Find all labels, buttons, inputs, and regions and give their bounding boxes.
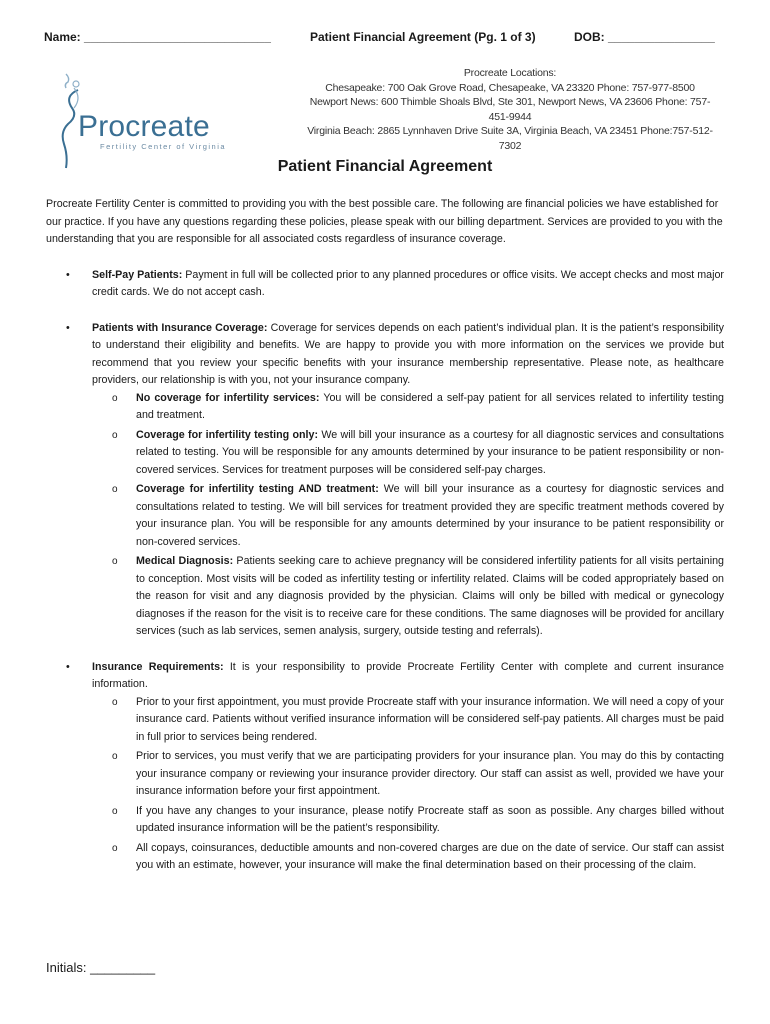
item-text: Prior to services, you must verify that we are participating providers for your insurance plan. You may do this by contacting your insurance company or reviewing your insurance provider directory. Our staff can assist as well, provided we have your insurance information before your first appointment. <box>136 750 724 797</box>
sub-bullet-marker: o <box>112 556 118 567</box>
section-label: Self-Pay Patients: <box>92 268 183 281</box>
list-item <box>92 390 724 425</box>
sub-bullet-marker: o <box>112 751 118 762</box>
document-title: Patient Financial Agreement <box>277 158 493 175</box>
bullet-marker: • <box>66 268 70 281</box>
intro-paragraph: Procreate Fertility Center is committed to providing you with the best possible care. The following are financial policies we have established for our practice. If you have any questions regarding these policies, please speak with our billing department. Services are provided to you with the understanding that you are responsible for all associated costs regardless of insurance coverage. <box>46 198 723 245</box>
document-body <box>46 196 724 893</box>
sub-bullet-marker: o <box>112 392 118 404</box>
item-text: We will bill your insurance as a courtesy for all diagnostic services and consultations related to testing. You will be responsible for any amounts determined by your insurance to be patient responsibility or non-covered services. Services for treatment purposes will be considered self-pay charges. <box>136 428 724 476</box>
dob-field-label[interactable]: DOB: ________________ <box>574 30 715 44</box>
item-text: Patients seeking care to achieve pregnancy will be considered infertility patients for all visits pertaining to conception. Most visits will be coded as infertility testing or infertility related. Claims will be coded appropriately based on the reason for visit and any diagnosis provided by the physician. Claims will only be billed with medical or gynecology diagnoses if the reason for the visit is to receive care for these conditions. The same diagnoses will be provided for ancillary services (such as lab services, semen analysis, surgery, outside testing and referrals). <box>136 555 724 637</box>
item-text: If you have any changes to your insurance, please notify Procreate staff as soon as possible. Any charges billed without updated insurance information will be the patient’s responsibility. <box>136 804 724 834</box>
item-label: Medical Diagnosis: <box>136 555 234 567</box>
logo-tagline: Fertility Center of Virginia <box>100 142 227 151</box>
list-item <box>92 803 724 838</box>
sub-bullet-marker: o <box>112 805 118 817</box>
section-text: Payment in full will be collected prior to any planned procedures or office visits. We accept checks and most major credit cards. We do not accept cash. <box>92 268 724 298</box>
locations-block <box>300 66 720 153</box>
list-item <box>92 694 724 747</box>
section-insurance-coverage <box>46 320 724 641</box>
list-item <box>92 840 724 875</box>
name-field-label[interactable]: Name: ____________________________ <box>44 30 271 44</box>
item-label: Coverage for infertility testing only: <box>136 428 319 441</box>
item-label: Coverage for infertility testing AND treatment: <box>136 483 379 495</box>
section-text: It is your responsibility to provide Procreate Fertility Center with complete and current insurance information. <box>92 660 724 690</box>
list-item <box>92 748 724 801</box>
sub-bullet-marker: o <box>112 842 118 854</box>
logo-wordmark: Procreate <box>78 110 210 143</box>
section-label: Insurance Requirements: <box>92 660 224 673</box>
sub-bullet-marker: o <box>112 696 118 708</box>
header-title: Patient Financial Agreement (Pg. 1 of 3) <box>310 30 536 44</box>
bullet-marker: • <box>66 660 70 673</box>
item-text: You will be considered a self-pay patient for all services related to infertility testing and treatment. <box>136 391 724 421</box>
sub-bullet-marker: o <box>112 484 118 495</box>
location-line: Newport News: 600 Thimble Shoals Blvd, Ste 301, Newport News, VA 23606 Phone: 757-451-9944 <box>309 96 711 123</box>
procreate-logo <box>56 68 246 168</box>
section-insurance-requirements <box>46 659 724 875</box>
location-line: Chesapeake: 700 Oak Grove Road, Chesapeake, VA 23320 Phone: 757-977-8500 <box>325 81 695 94</box>
section-text: Coverage for services depends on each patient’s individual plan. It is the patient’s responsibility to understand their eligibility and benefits. We are happy to provide you with more information on the services we provide but recommend that you review your specific benefits with your insurance membership representative. Please note, as healthcare providers, our relationship is with you, not your insurance company. <box>92 321 724 386</box>
item-text: We will bill your insurance as a courtesy for diagnostic services and consultations related to testing. We will bill services for treatment provided they are specific treatment methods covered by your insurance plan. You will be responsible for any amounts determined by your insurance to be patient responsibility or non-covered services. <box>136 483 724 548</box>
list-item <box>92 553 724 641</box>
item-text: All copays, coinsurances, deductible amounts and non-covered charges are due on the date of service. Our staff can assist you with an estimate, however, your insurance will make the final determination based on their processing of the claim. <box>136 841 724 871</box>
location-line: Virginia Beach: 2865 Lynnhaven Drive Suite 3A, Virginia Beach, VA 23451 Phone:757-512-7302 <box>307 125 713 152</box>
section-self-pay <box>46 267 724 302</box>
locations-heading: Procreate Locations: <box>463 67 557 79</box>
item-text: Prior to your first appointment, you must provide Procreate staff with your insurance information. We will need a copy of your insurance card. Patients without verified insurance information will be considered self-pay patients. All charges must be paid in full prior to services being rendered. <box>136 695 724 743</box>
list-item <box>92 427 724 480</box>
section-label: Patients with Insurance Coverage: <box>92 321 268 334</box>
list-item <box>92 481 724 551</box>
initials-field[interactable]: Initials: _________ <box>46 960 156 975</box>
bullet-marker: • <box>66 321 70 334</box>
item-label: No coverage for infertility services: <box>136 391 320 404</box>
sub-bullet-marker: o <box>112 429 118 441</box>
